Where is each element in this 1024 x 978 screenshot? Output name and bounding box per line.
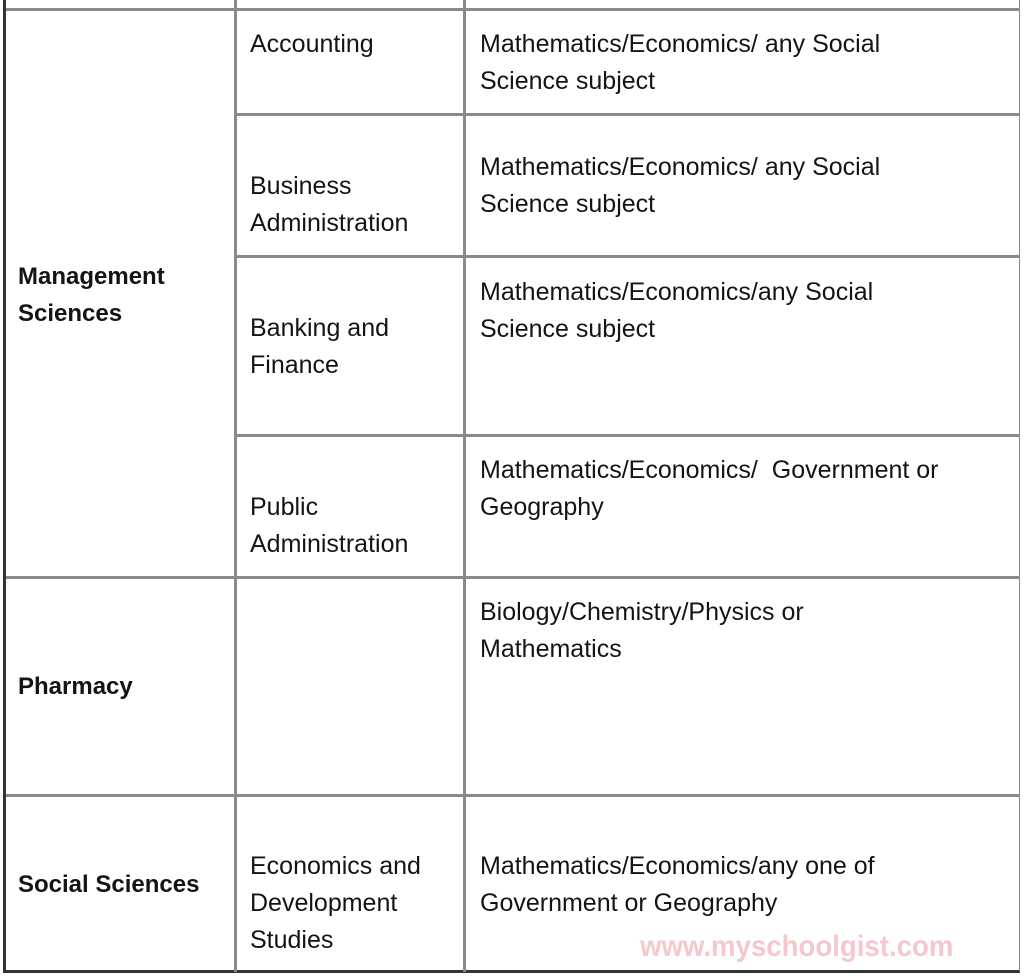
faculty-label: Management (18, 263, 165, 290)
faculty-label: Social Sciences (18, 871, 200, 898)
requirements-text: Biology/Chemistry/Physics or (480, 598, 804, 626)
row-divider (236, 255, 1020, 258)
programme-name: Finance (250, 351, 339, 379)
requirements-text: Science subject (480, 190, 656, 218)
programme-name: Banking and (250, 314, 390, 342)
requirements-cell (480, 26, 880, 100)
requirements-text: Geography (480, 493, 604, 521)
programme-cell (250, 168, 408, 242)
column-divider (234, 0, 237, 972)
programme-cell (250, 848, 421, 959)
programme-cell (250, 310, 389, 384)
requirements-cell (480, 452, 939, 526)
requirements-text: Mathematics/Economics/ any Social (480, 30, 881, 58)
faculty-label: Pharmacy (18, 673, 133, 700)
faculty-cell (18, 668, 133, 705)
faculty-label: Sciences (18, 300, 123, 327)
programme-name: Economics and (250, 852, 421, 880)
programme-name: Administration (250, 209, 409, 237)
requirements-text: Government or Geography (480, 889, 778, 917)
requirements-text: Science subject (480, 315, 656, 343)
programme-cell (250, 26, 374, 63)
requirements-text: Mathematics (480, 635, 622, 663)
faculty-cell (18, 866, 199, 903)
requirements-text: Mathematics/Economics/any Social (480, 278, 874, 306)
requirements-cell (480, 594, 804, 668)
column-divider (463, 0, 466, 972)
row-divider (6, 8, 1020, 11)
programme-name: Studies (250, 926, 334, 954)
programme-name: Administration (250, 530, 409, 558)
programme-name: Public (250, 493, 319, 521)
watermark: www.myschoolgist.com (640, 930, 954, 963)
programme-name: Business (250, 172, 352, 200)
row-divider (6, 794, 1020, 797)
requirements-text: Mathematics/Economics/ any Social (480, 153, 881, 181)
requirements-cell (480, 149, 880, 223)
programme-name: Accounting (250, 30, 374, 58)
faculty-cell (18, 258, 165, 332)
programme-name: Development (250, 889, 398, 917)
requirements-cell (480, 274, 873, 348)
row-divider (236, 434, 1020, 437)
requirements-text: Mathematics/Economics/ Government or (480, 456, 939, 484)
programme-cell (250, 489, 408, 563)
requirements-text: Mathematics/Economics/any one of (480, 852, 875, 880)
row-divider (236, 113, 1020, 116)
requirements-cell (480, 848, 875, 922)
row-divider (6, 576, 1020, 579)
requirements-text: Science subject (480, 67, 656, 95)
